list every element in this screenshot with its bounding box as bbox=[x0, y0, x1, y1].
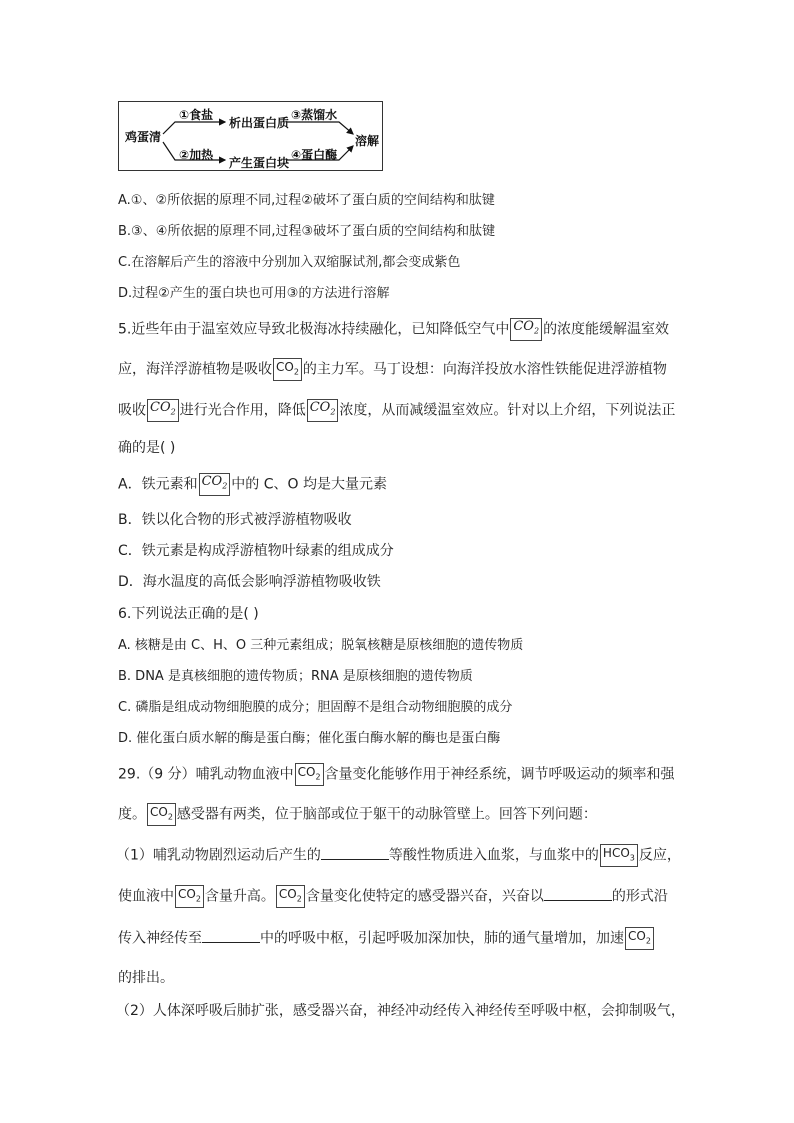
q6-stem: 6.下列说法正确的是( ) bbox=[118, 606, 259, 622]
q4-option-c: C.在溶解后产生的溶液中分别加入双缩脲试剂,都会变成紫色 bbox=[118, 255, 461, 270]
q29-part1-line4: 的排出。 bbox=[118, 970, 174, 986]
q5-line2: 应，海洋浮游植物是吸收 $CO_2$ 的主力军。马丁设想：向海洋投放水溶性铁能促进浮游植物 bbox=[118, 358, 667, 381]
co2-box: $CO_2$ bbox=[625, 927, 654, 950]
q29-part1-line1: （1）哺乳动物剧烈运动后产生的 等酸性物质进入血浆，与血浆中的 $HCO_3$ 反应， bbox=[116, 844, 681, 867]
diagram-end: 溶解 bbox=[355, 134, 380, 148]
co2-box: $CO_2$ bbox=[295, 763, 324, 786]
diagram-step4: ④蛋白酶 bbox=[291, 148, 338, 162]
q5-option-b: B．铁以化合物的形式被浮游植物吸收 bbox=[118, 512, 352, 528]
q5-option-c: C．铁元素是构成浮游植物叶绿素的组成成分 bbox=[118, 543, 394, 559]
co2-box: $CO_2$ bbox=[307, 399, 339, 422]
diagram-mid2: 产生蛋白块 bbox=[229, 156, 290, 170]
q5-option-d: D．海水温度的高低会影响浮游植物吸收铁 bbox=[118, 574, 381, 590]
q5-line3: 吸收 $CO_2$ 进行光合作用，降低 $CO_2$ 浓度，从而减缓温室效应。针对以上介绍，下列说法正 bbox=[118, 399, 675, 422]
q5-line4: 确的是( ) bbox=[118, 440, 176, 456]
diagram-arrows bbox=[119, 102, 384, 172]
co2-box: $CO_2$ bbox=[147, 803, 176, 826]
q29-part1-line3: 传入神经传至 中的呼吸中枢，引起呼吸加深加快，肺的通气量增加，加速 $CO_2$ bbox=[118, 927, 655, 950]
diagram-step1: ①食盐 bbox=[179, 108, 214, 122]
co2-box: $CO_2$ bbox=[175, 885, 204, 908]
co2-box: $CO_2$ bbox=[276, 885, 305, 908]
co2-box: $CO_2$ bbox=[199, 473, 231, 496]
hco3-box: $HCO_3$ bbox=[600, 844, 638, 867]
answer-blank[interactable] bbox=[321, 847, 389, 860]
diagram-start: 鸡蛋清 bbox=[125, 130, 162, 144]
q29-line2: 度。 $CO_2$ 感受器有两类，位于脑部或位于躯干的动脉管壁上。回答下列问题： bbox=[118, 803, 597, 826]
q6-option-d: D. 催化蛋白质水解的酶是蛋白酶；催化蛋白酶水解的酶也是蛋白酶 bbox=[118, 731, 501, 746]
answer-blank[interactable] bbox=[202, 930, 260, 943]
diagram-step3: ③蒸馏水 bbox=[291, 108, 338, 122]
diagram-mid1: 析出蛋白质 bbox=[229, 116, 290, 130]
q6-option-c: C. 磷脂是组成动物细胞膜的成分；胆固醇不是组合动物细胞膜的成分 bbox=[118, 700, 513, 715]
co2-box: $CO_2$ bbox=[147, 399, 179, 422]
q6-option-b: B. DNA 是真核细胞的遗传物质；RNA 是原核细胞的遗传物质 bbox=[118, 669, 473, 684]
protein-process-diagram bbox=[118, 101, 383, 171]
q29-part1-line2: 使血液中 $CO_2$ 含量升高。 $CO_2$ 含量变化使特定的感受器兴奋，兴奋以 的形式沿 bbox=[118, 885, 668, 908]
co2-box: $CO_2$ bbox=[510, 318, 542, 341]
q4-option-a: A.①、②所依据的原理不同,过程②破坏了蛋白质的空间结构和肽键 bbox=[118, 193, 495, 208]
q4-option-d: D.过程②产生的蛋白块也可用③的方法进行溶解 bbox=[118, 286, 390, 301]
q29-line1: 29.（9 分）哺乳动物血液中 $CO_2$ 含量变化能够作用于神经系统，调节呼吸运动的频率和强 bbox=[118, 763, 675, 786]
diagram-step2: ②加热 bbox=[179, 148, 214, 162]
q6-option-a: A. 核糖是由 C、H、O 三种元素组成；脱氧核糖是原核细胞的遗传物质 bbox=[118, 638, 524, 653]
q5-option-a: A．铁元素和 $CO_2$ 中的 C、O 均是大量元素 bbox=[118, 473, 387, 496]
answer-blank[interactable] bbox=[544, 888, 612, 901]
co2-box: $CO_2$ bbox=[273, 358, 302, 381]
q5-line1: 5.近些年由于温室效应导致北极海冰持续融化，已知降低空气中 $CO_2$ 的浓度能缓解温室效 bbox=[118, 318, 669, 341]
q29-part2-line1: （2）人体深呼吸后肺扩张，感受器兴奋，神经冲动经传入神经传至呼吸中枢，会抑制吸气， bbox=[116, 1003, 685, 1019]
q4-option-b: B.③、④所依据的原理不同,过程③破坏了蛋白质的空间结构和肽键 bbox=[118, 224, 496, 239]
